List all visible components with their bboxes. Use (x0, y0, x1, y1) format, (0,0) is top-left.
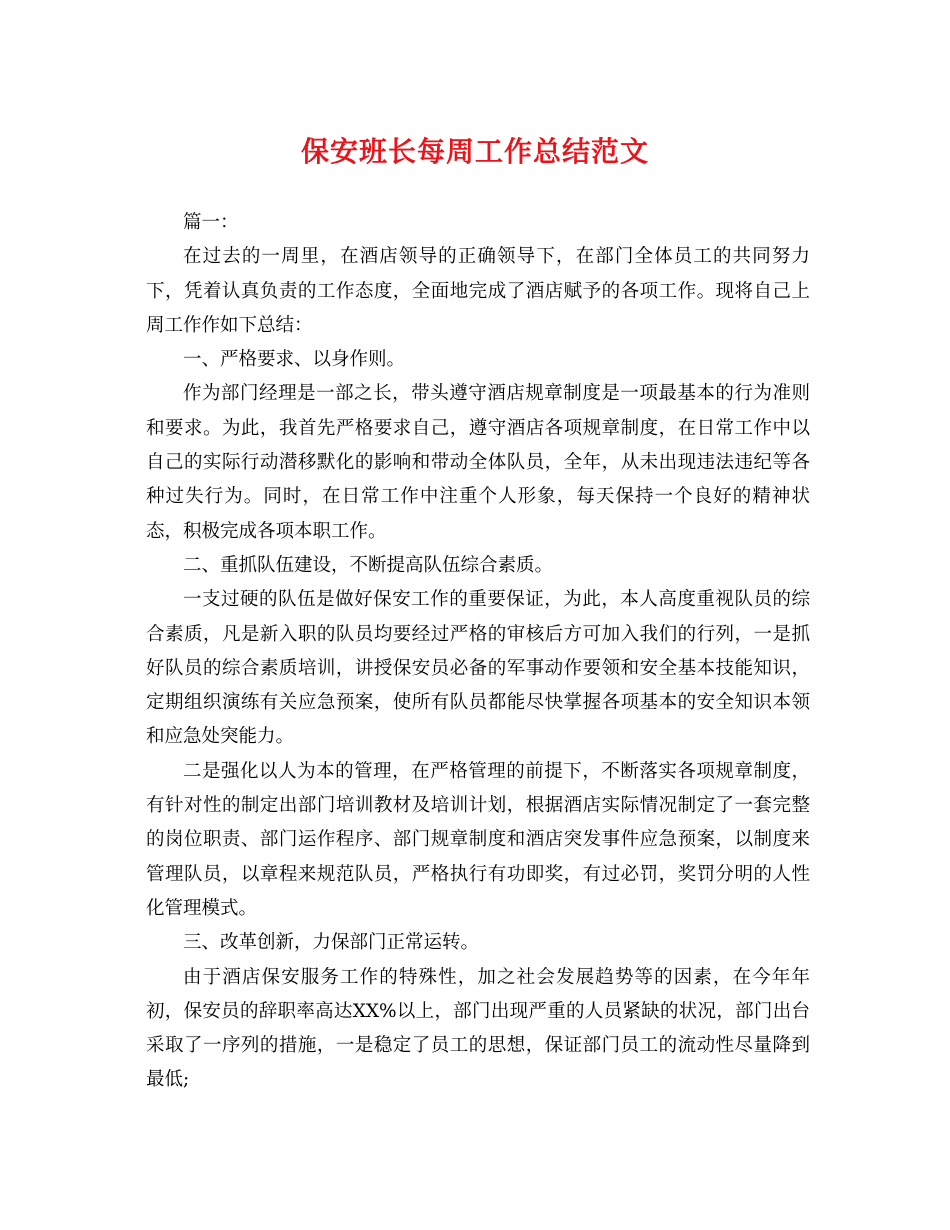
paragraph-section-2b: 二是强化以人为本的管理，在严格管理的前提下，不断落实各项规章制度，有针对性的制定出部门培训教材及培训计划，根据酒店实际情况制定了一套完整的岗位职责、部门运作程序、部门规章制度和酒店突发事件应急预案，以制度来管理队员，以章程来规范队员，严格执行有功即奖，有过必罚，奖罚分明的人性化管理模式。 (146, 760, 810, 919)
paragraph-intro: 在过去的一周里，在酒店领导的正确领导下，在部门全体员工的共同努力下，凭着认真负责的工作态度，全面地完成了酒店赋予的各项工作。现将自己上周工作作如下总结： (146, 246, 810, 336)
heading-section-3: 三、改革创新，力保部门正常运转。 (183, 932, 480, 954)
paragraph-section-3: 由于酒店保安服务工作的特殊性，加之社会发展趋势等的因素，在今年年初，保安员的辞职率高达XX%以上，部门出现严重的人员紧缺的状况，部门出台采取了一序列的措施，一是稳定了员工的思想，保证部门员工的流动性尽量降到最低; (146, 966, 810, 1091)
paragraph-section-2a: 一支过硬的队伍是做好保安工作的重要保证，为此，本人高度重视队员的综合素质，凡是新入职的队员均要经过严格的审核后方可加入我们的行列，一是抓好队员的综合素质培训，讲授保安员必备的军事动作要领和安全基本技能知识，定期组织演练有关应急预案，使所有队员都能尽快掌握各项基本的安全知识本领和应急处突能力。 (146, 589, 810, 748)
paragraph-section-label: 篇一： (183, 212, 239, 233)
document-body (146, 206, 810, 1098)
document-title: 保安班长每周工作总结范文 (300, 135, 649, 168)
heading-section-1: 一、严格要求、以身作则。 (183, 349, 406, 371)
heading-section-2: 二、重抓队伍建设，不断提高队伍综合素质。 (183, 554, 554, 576)
paragraph-section-1: 作为部门经理是一部之长，带头遵守酒店规章制度是一项最基本的行为准则和要求。为此，我首先严格要求自己，遵守酒店各项规章制度，在日常工作中以自己的实际行动潜移默化的影响和带动全体队员，全年，从未出现违法违纪等各种过失行为。同时，在日常工作中注重个人形象，每天保持一个良好的精神状态，积极完成各项本职工作。 (146, 383, 810, 542)
